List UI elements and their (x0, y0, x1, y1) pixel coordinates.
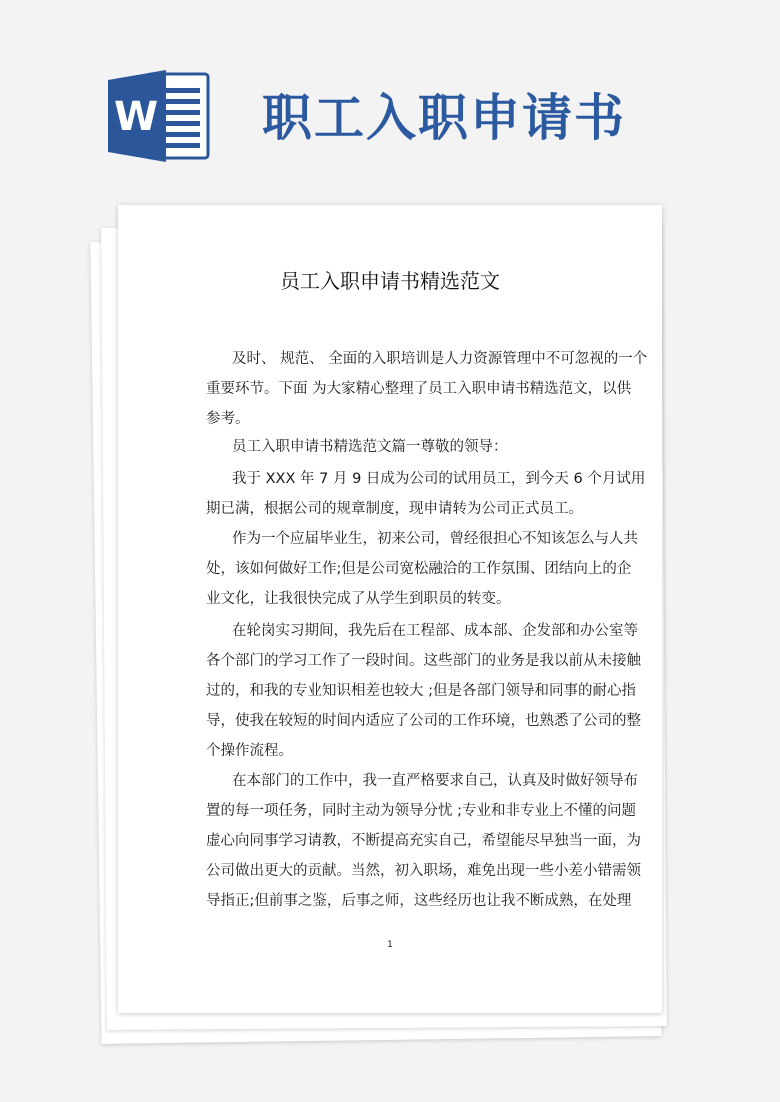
body-line: 处，该如何做好工作;但是公司宽松融洽的工作氛围、团结向上的企 (206, 561, 632, 577)
body-line: 重要环节。下面 为大家精心整理了员工入职申请书精选范文，以供 (206, 381, 632, 397)
word-doc-icon (108, 68, 212, 164)
body-line: 员工入职申请书精选范文篇一尊敬的领导： (232, 439, 508, 455)
body-line: 期已满，根据公司的规章制度，现申请转为公司正式员工。 (206, 501, 583, 517)
banner-title: 职工入职申请书 (262, 88, 626, 147)
body-line: 我于 XXX 年 7 月 9 日成为公司的试用员工，到今天 6 个月试用 (232, 471, 646, 487)
body-line: 参考。 (206, 411, 250, 427)
document-title: 员工入职申请书精选范文 (280, 269, 500, 293)
body-line: 作为一个应届毕业生，初来公司，曾经很担心不知该怎么与人共 (232, 531, 638, 547)
body-line: 导指正;但前事之鉴，后事之师，这些经历也让我不断成熟，在处理 (206, 893, 632, 909)
body-line: 导，使我在较短的时间内适应了公司的工作环境，也熟悉了公司的整 (206, 713, 641, 729)
page-number: 1 (387, 940, 393, 950)
body-line: 公司做出更大的贡献。当然，初入职场，难免出现一些小差小错需领 (206, 863, 641, 879)
body-line: 个操作流程。 (206, 743, 293, 759)
word-icon-letter: W (113, 94, 159, 140)
body-line: 置的每一项任务，同时主动为领导分忧 ;专业和非专业上不懂的问题 (206, 803, 636, 819)
header-banner (0, 0, 780, 200)
body-line: 各个部门的学习工作了一段时间。这些部门的业务是我以前从未接触 (206, 653, 641, 669)
body-line: 业文化，让我很快完成了从学生到职员的转变。 (206, 591, 511, 607)
body-line: 在本部门的工作中，我一直严格要求自己，认真及时做好领导布 (232, 773, 638, 789)
body-line: 过的，和我的专业知识相差也较大 ;但是各部门领导和同事的耐心指 (206, 683, 636, 699)
document-page (118, 205, 662, 1013)
body-line: 虚心向同事学习请教，不断提高充实自己，希望能尽早独当一面，为 (206, 833, 641, 849)
body-line: 及时、 规范、 全面的入职培训是人力资源管理中不可忽视的一个 (232, 351, 648, 367)
body-line: 在轮岗实习期间，我先后在工程部、成本部、企发部和办公室等 (232, 623, 638, 639)
